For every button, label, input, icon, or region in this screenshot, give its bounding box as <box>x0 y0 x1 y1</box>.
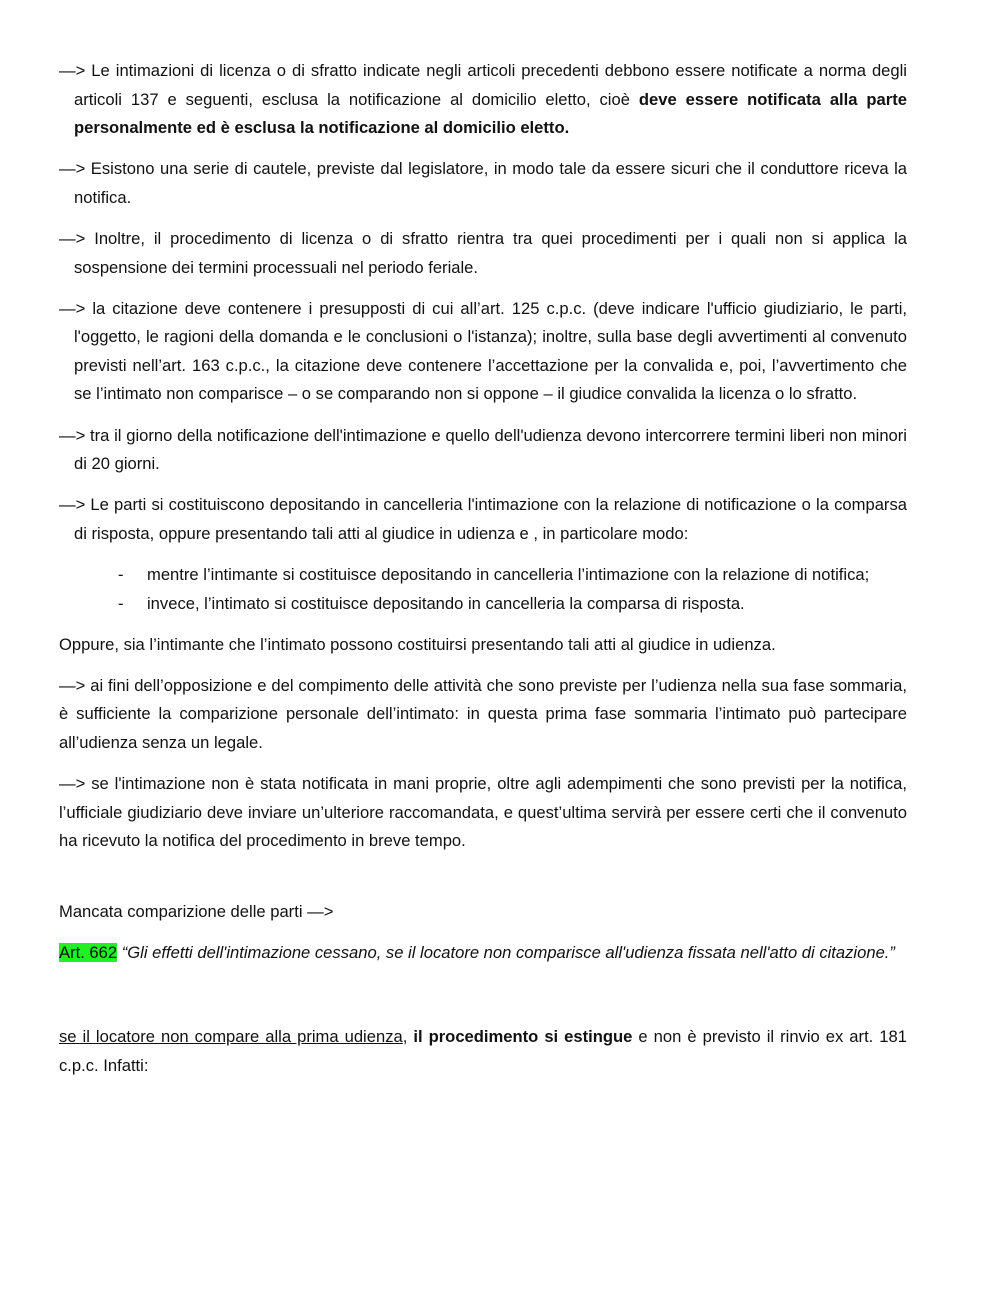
bullet-dash: - <box>118 564 124 584</box>
paragraph-text: e non è previsto il rinvio ex art. 181 c.p.c. Infatti: <box>59 1027 907 1076</box>
paragraph-estinzione <box>59 1023 907 1080</box>
list-item <box>59 590 907 619</box>
paragraph-citazione: —> la citazione deve contenere i presupposti di cui all’art. 125 c.p.c. (deve indicare l'ufficio giudiziario, le parti, l'oggetto, le ragioni della domanda e le conclusioni o l'istanza); inoltre, sulla base degli avvertimenti al convenuto previsti nell’art. 163 c.p.c., la citazione deve contenere l’accettazione per la convalida e, poi, l’avvertimento che se l’intimato non comparisce – o se comparando non si oppone – il giudice convalida la licenza o lo sfratto. <box>59 298 907 404</box>
document-page <box>59 57 907 1093</box>
paragraph-sospensione-feriale: —> Inoltre, il procedimento di licenza o di sfratto rientra tra quei procedimenti per i quali non si applica la sospensione dei termini processuali nel periodo feriale. <box>59 228 907 277</box>
list-item-text: mentre l’intimante si costituisce depositando in cancelleria l’intimazione con la relazione di notifica; <box>147 564 870 584</box>
paragraph-costituzione: —> Le parti si costituiscono depositando in cancelleria l'intimazione con la relazione di notificazione o la comparsa di risposta, oppure presentando tali atti al giudice in udienza e , in particolare modo: <box>59 495 907 543</box>
paragraph-text: —> Le intimazioni di licenza o di sfratto indicate negli articoli precedenti debbono essere notificate a norma degli articoli 137 e seguenti, esclusa la notificazione al domicilio eletto, cioè <box>59 61 907 109</box>
list-item-text: invece, l’intimato si costituisce depositando in cancelleria la comparsa di risposta. <box>147 593 745 613</box>
paragraph-oppure: Oppure, sia l’intimante che l’intimato possono costituirsi presentando tali atti al giudice in udienza. <box>59 634 776 654</box>
underlined-text: se il locatore non compare alla prima udienza <box>59 1027 403 1047</box>
bold-text: deve essere notificata alla parte personalmente ed è esclusa la notificazione al domicilio eletto. <box>74 89 907 138</box>
bold-text: il procedimento si estingue <box>413 1027 633 1047</box>
highlighted-article-ref: Art. 662 <box>59 942 118 962</box>
paragraph-art-662 <box>59 939 907 968</box>
paragraph-notification-rules <box>59 57 907 143</box>
comma-text: , <box>402 1027 414 1047</box>
paragraph-opposizione: —> ai fini dell’opposizione e del compimento delle attività che sono previste per l’udienza nella sua fase sommaria, è sufficiente la comparizione personale dell’intimato: in questa prima fase sommaria l’intimato può partecipare all’udienza senza un legale. <box>59 675 907 752</box>
section-heading-mancata-comparizione: Mancata comparizione delle parti —> <box>59 901 334 921</box>
bullet-list <box>59 561 907 618</box>
list-item <box>59 561 907 590</box>
paragraph-termini: —> tra il giorno della notificazione dell'intimazione e quello dell'udienza devono intercorrere termini liberi non minori di 20 giorni. <box>59 425 907 474</box>
paragraph-raccomandata: —> se l'intimazione non è stata notificata in mani proprie, oltre agli adempimenti che sono previsti per la notifica, l’ufficiale giudiziario deve inviare un’ulteriore raccomandata, e quest’ultima servirà per essere certi che il convenuto ha ricevuto la notifica del procedimento in breve tempo. <box>59 773 907 851</box>
article-quote: “Gli effetti dell'intimazione cessano, se il locatore non comparisce all'udienza fissata nell'atto di citazione.” <box>117 942 895 962</box>
bullet-dash: - <box>118 593 124 613</box>
paragraph-cautele: —> Esistono una serie di cautele, previste dal legislatore, in modo tale da essere sicuri che il conduttore riceva la notifica. <box>59 159 907 207</box>
